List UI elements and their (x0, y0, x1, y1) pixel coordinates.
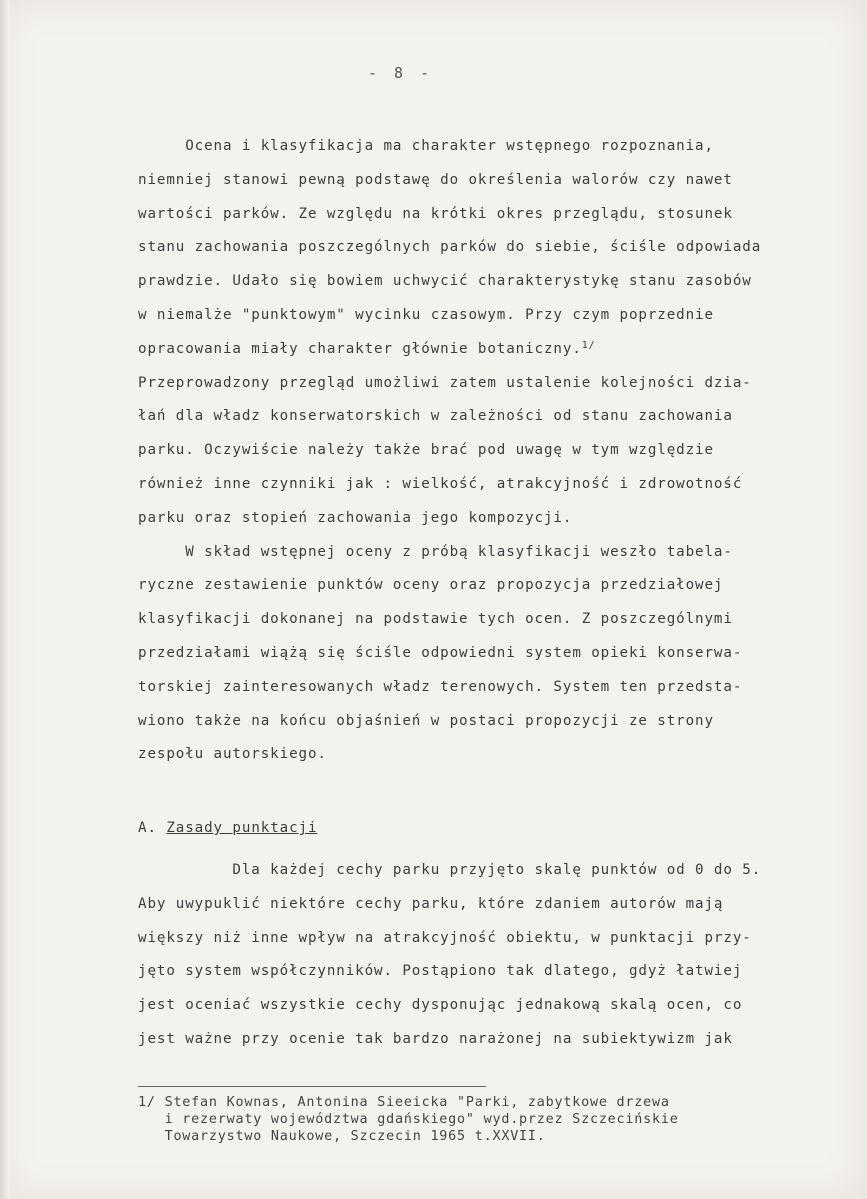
main-text-block (138, 130, 838, 772)
footnote-divider (138, 1086, 486, 1087)
text-line: również inne czynniki jak : wielkość, atrakcyjność i zdrowotność (138, 475, 743, 492)
text-line: prawdzie. Udało się bowiem uchwycić charakterystykę stanu zasobów (138, 273, 752, 290)
footnote-reference: 1/ (581, 339, 596, 351)
text-line: Aby uwypuklić niektóre cechy parku, które zdaniem autorów mają (138, 895, 724, 912)
text-line: jęto system współczynników. Postąpiono tak dlatego, gdyż łatwiej (138, 963, 743, 980)
page-edge-shadow (0, 0, 10, 1199)
footnote (138, 1094, 838, 1145)
text-line: większy niż inne wpływ na atrakcyjność obiektu, w punktacji przy- (138, 929, 752, 946)
section-letter: A. (138, 820, 157, 836)
text-line: Dla każdej cechy parku przyjęto skalę punktów od 0 do 5. (138, 862, 762, 878)
text-line: wartości parków. Ze względu na krótki okres przeglądu, stosunek (138, 205, 733, 222)
text-line: przedziałami wiążą się ściśle odpowiedni system opieki konserwa- (138, 644, 743, 661)
text-line-with-footnote-ref (138, 333, 838, 367)
text-line: stanu zachowania poszczególnych parków do siebie, ściśle odpowiada (138, 239, 762, 256)
footnote-line: 1/ Stefan Kownas, Antonina Sieeicka "Parki, zabytkowe drzewa (138, 1095, 670, 1110)
text-line: klasyfikacji dokonanej na podstawie tych ocen. Z poszczególnymi (138, 611, 733, 628)
page-number: - 8 - (368, 64, 434, 82)
text-line: parku oraz stopień zachowania jego kompozycji. (138, 509, 573, 526)
section-text-block (138, 853, 838, 1056)
text-line: w niemalże "punktowym" wycinku czasowym. Przy czym poprzednie (138, 306, 714, 323)
text-line: Przeprowadzony przegląd umożliwi zatem ustalenie kolejności dzia- (138, 374, 752, 391)
text-line: łań dla władz konserwatorskich w zależności od stanu zachowania (138, 408, 733, 425)
section-title: Zasady punktacji (166, 820, 318, 836)
text-line: jest ważne przy ocenie tak bardzo narażonej na subiektywizm jak (138, 1030, 733, 1047)
text-line: parku. Oczywiście należy także brać pod uwagę w tym względzie (138, 442, 714, 459)
text-line: ryczne zestawienie punktów oceny oraz propozycja przedziałowej (138, 577, 724, 594)
text-line: wiono także na końcu objaśnień w postaci propozycji ze strony (138, 712, 714, 729)
section-heading (138, 820, 317, 836)
footnote-line: i rezerwaty województwa gdańskiego" wyd.przez Szczecińskie (138, 1112, 679, 1127)
text-line: zespołu autorskiego. (138, 746, 327, 763)
footnote-line: Towarzystwo Naukowe, Szczecin 1965 t.XXVII. (138, 1129, 546, 1144)
text-line: niemniej stanowi pewną podstawę do określenia walorów czy nawet (138, 171, 733, 188)
text-line: opracowania miały charakter głównie botaniczny. (138, 340, 582, 357)
text-line: jest oceniać wszystkie cechy dysponując jednakową skalą ocen, co (138, 997, 743, 1014)
text-line: W skład wstępnej oceny z próbą klasyfikacji weszło tabela- (138, 543, 733, 560)
text-line: Ocena i klasyfikacja ma charakter wstępnego rozpoznania, (138, 138, 714, 154)
text-line: torskiej zainteresowanych władz terenowych. System ten przedsta- (138, 678, 743, 695)
